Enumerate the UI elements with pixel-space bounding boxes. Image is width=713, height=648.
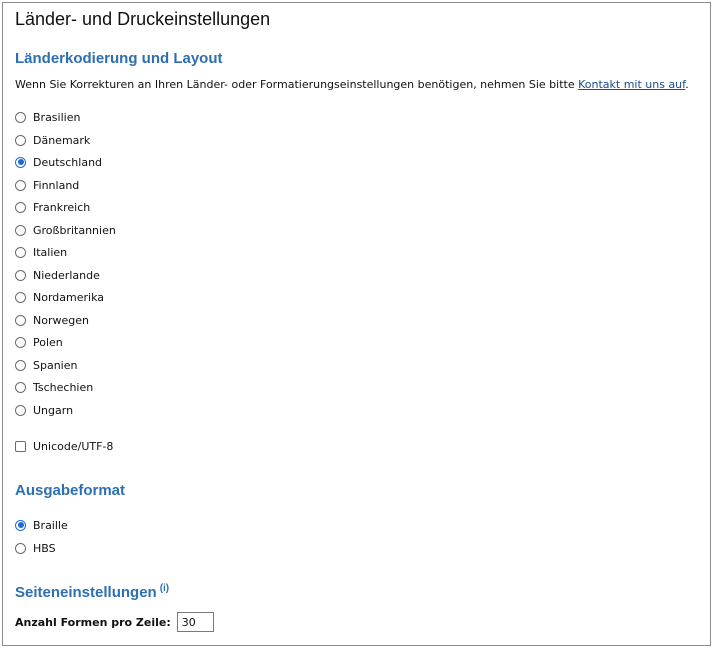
intro-text-body: Wenn Sie Korrekturen an Ihren Länder- oder Formatierungseinstellungen benötigen, nehmen Sie bitte xyxy=(15,78,579,91)
country-option-nordamerika[interactable] xyxy=(15,288,104,306)
country-label: Polen xyxy=(33,335,63,349)
country-option-polen[interactable] xyxy=(15,333,63,351)
format-label: Braille xyxy=(33,518,68,532)
country-option-finnland[interactable] xyxy=(15,176,79,194)
radio-finnland[interactable] xyxy=(15,180,26,191)
country-option-frankreich[interactable] xyxy=(15,198,90,216)
unicode-option[interactable] xyxy=(15,437,113,455)
contact-link[interactable]: Kontakt mit uns auf xyxy=(578,78,686,91)
shapes-per-row-input[interactable] xyxy=(177,612,214,632)
country-option-niederlande[interactable] xyxy=(15,266,100,284)
country-option-norwegen[interactable] xyxy=(15,311,89,329)
country-option-daenemark[interactable] xyxy=(15,131,90,149)
radio-niederlande[interactable] xyxy=(15,270,26,281)
country-option-grossbritannien[interactable] xyxy=(15,221,116,239)
country-label: Niederlande xyxy=(33,268,100,282)
country-label: Tschechien xyxy=(33,380,94,394)
country-label: Spanien xyxy=(33,358,78,372)
country-option-tschechien[interactable] xyxy=(15,378,93,396)
radio-spanien[interactable] xyxy=(15,360,26,371)
unicode-label: Unicode/UTF-8 xyxy=(33,439,114,453)
radio-deutschland[interactable] xyxy=(15,157,26,168)
country-label: Brasilien xyxy=(33,110,81,124)
radio-brasilien[interactable] xyxy=(15,112,26,123)
intro-text xyxy=(15,78,689,91)
country-option-italien[interactable] xyxy=(15,243,67,261)
country-option-ungarn[interactable] xyxy=(15,401,73,419)
country-label: Ungarn xyxy=(33,403,74,417)
radio-tschechien[interactable] xyxy=(15,382,26,393)
country-label: Norwegen xyxy=(33,313,89,327)
country-label: Italien xyxy=(33,245,68,259)
intro-text-end: . xyxy=(685,78,689,91)
radio-nordamerika[interactable] xyxy=(15,292,26,303)
radio-ungarn[interactable] xyxy=(15,405,26,416)
unicode-checkbox[interactable] xyxy=(15,441,26,452)
radio-frankreich[interactable] xyxy=(15,202,26,213)
radio-daenemark[interactable] xyxy=(15,135,26,146)
radio-polen[interactable] xyxy=(15,337,26,348)
country-section-heading: Länderkodierung und Layout xyxy=(15,50,223,67)
radio-braille[interactable] xyxy=(15,520,26,531)
country-label: Nordamerika xyxy=(33,290,104,304)
settings-panel xyxy=(2,2,711,646)
format-option-braille[interactable] xyxy=(15,516,68,534)
radio-norwegen[interactable] xyxy=(15,315,26,326)
output-section-heading: Ausgabeformat xyxy=(15,482,126,499)
country-label: Deutschland xyxy=(33,155,103,169)
shapes-per-row-field xyxy=(15,612,214,632)
radio-hbs[interactable] xyxy=(15,543,26,554)
country-label: Dänemark xyxy=(33,133,91,147)
radio-italien[interactable] xyxy=(15,247,26,258)
shapes-per-row-label: Anzahl Formen pro Zeile: xyxy=(15,615,171,629)
country-label: Finnland xyxy=(33,178,80,192)
country-option-deutschland[interactable] xyxy=(15,153,102,171)
info-icon[interactable]: (i) xyxy=(159,583,170,594)
country-option-spanien[interactable] xyxy=(15,356,77,374)
radio-grossbritannien[interactable] xyxy=(15,225,26,236)
country-label: Großbritannien xyxy=(33,223,116,237)
format-label: HBS xyxy=(33,541,56,555)
country-label: Frankreich xyxy=(33,200,91,214)
country-option-brasilien[interactable] xyxy=(15,108,80,126)
page-title: Länder- und Druckeinstellungen xyxy=(15,9,271,29)
page-section-heading-text: Seiteneinstellungen xyxy=(15,584,157,601)
format-option-hbs[interactable] xyxy=(15,539,56,557)
page-section-heading xyxy=(15,583,169,601)
